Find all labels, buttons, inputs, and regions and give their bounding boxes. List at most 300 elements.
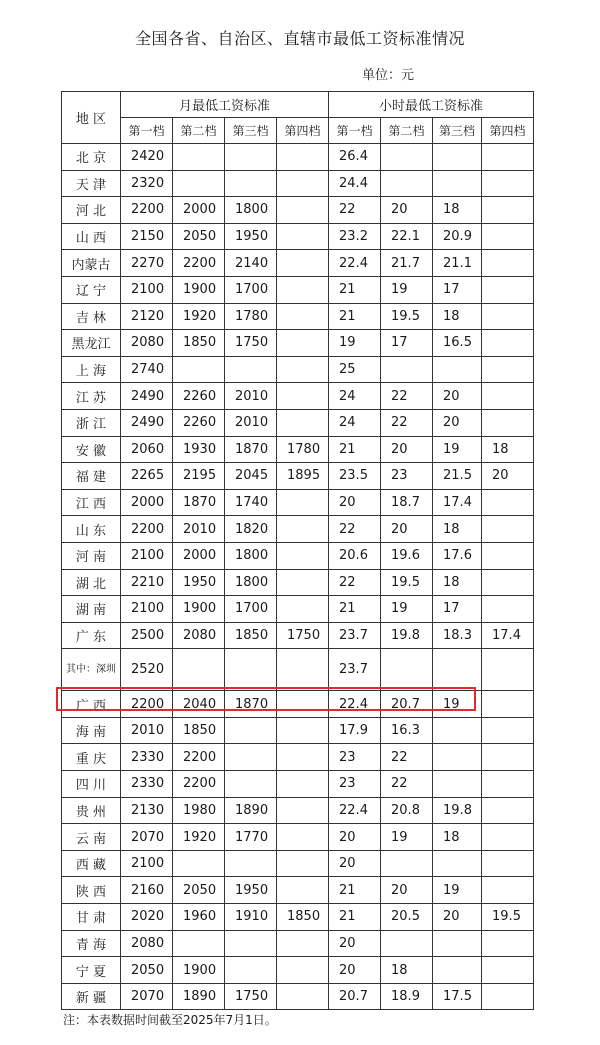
monthly-tier-2-cell: 1960: [173, 904, 225, 931]
hourly-tier-1-cell: 22.4: [329, 691, 381, 718]
table-row: [62, 144, 534, 171]
region-name: 辽 宁: [75, 284, 107, 300]
monthly-tier-4-cell: [277, 717, 329, 744]
monthly-tier-1-cell: 2050: [121, 957, 173, 984]
hourly-tier-3-cell: [433, 930, 482, 957]
region-name: 贵 州: [75, 804, 107, 820]
table-row: [62, 409, 534, 436]
monthly-tier-3-cell: 1950: [225, 877, 277, 904]
region-name: 黑龙江: [71, 337, 111, 353]
monthly-tier-4-cell: [277, 569, 329, 596]
hourly-tier-1-cell: 24.4: [329, 170, 381, 197]
monthly-tier-3-cell: [225, 717, 277, 744]
monthly-tier-3-cell: 1770: [225, 824, 277, 851]
hourly-tier-4-cell: [482, 276, 534, 303]
monthly-tier-4-cell: [277, 824, 329, 851]
monthly-tier-3-cell: 1800: [225, 197, 277, 224]
hourly-tier-4-cell: [482, 649, 534, 691]
monthly-tier-2-cell: 1920: [173, 824, 225, 851]
hourly-tier-3-cell: [433, 649, 482, 691]
table-row: [62, 622, 534, 649]
monthly-tier-1-cell: 2210: [121, 569, 173, 596]
hourly-tier-2-cell: 19.6: [381, 542, 433, 569]
region-name: 重 庆: [75, 751, 107, 767]
hourly-tier-1-cell: 20: [329, 824, 381, 851]
region-cell: [62, 596, 121, 623]
hourly-tier-1-cell: 19: [329, 330, 381, 357]
monthly-tier-1-cell: 2100: [121, 850, 173, 877]
monthly-tier-4-cell: [277, 489, 329, 516]
hourly-tier-3-cell: 17.4: [433, 489, 482, 516]
hourly-tier-4-cell: [482, 330, 534, 357]
hourly-tier-4-cell: [482, 771, 534, 798]
hourly-tier-1-cell: 23.2: [329, 223, 381, 250]
region-cell: [62, 771, 121, 798]
hourly-tier-4-cell: [482, 197, 534, 224]
hourly-tier-1-cell: 25: [329, 356, 381, 383]
monthly-header: 月最低工资标准: [121, 92, 329, 118]
table-row: [62, 197, 534, 224]
region-name: 甘 肃: [75, 911, 107, 927]
region-cell: [62, 463, 121, 490]
monthly-tier-3-cell: [225, 356, 277, 383]
monthly-tier-1-cell: 2130: [121, 797, 173, 824]
hourly-tier-3-cell: 21.5: [433, 463, 482, 490]
region-cell: [62, 409, 121, 436]
hourly-tier-3-cell: [433, 771, 482, 798]
monthly-tier-4-cell: [277, 877, 329, 904]
region-cell: [62, 303, 121, 330]
monthly-tier-3-cell: 1700: [225, 596, 277, 623]
hourly-tier-1-cell: 23.7: [329, 649, 381, 691]
table-row: [62, 542, 534, 569]
monthly-tier-4-cell: [277, 356, 329, 383]
monthly-tier-2-cell: [173, 170, 225, 197]
monthly-tier-1-cell: 2265: [121, 463, 173, 490]
region-name: 上 海: [75, 364, 107, 380]
table-row: [62, 330, 534, 357]
monthly-tier-1-cell: 2100: [121, 596, 173, 623]
monthly-tier-2-header: 第二档: [173, 118, 225, 144]
table-row: [62, 223, 534, 250]
monthly-tier-4-cell: [277, 383, 329, 410]
table-row: [62, 436, 534, 463]
hourly-tier-4-cell: [482, 489, 534, 516]
table-row: [62, 489, 534, 516]
hourly-tier-2-cell: 21.7: [381, 250, 433, 277]
monthly-tier-3-cell: 2010: [225, 409, 277, 436]
hourly-tier-3-cell: 17.5: [433, 983, 482, 1010]
hourly-tier-1-cell: 23: [329, 744, 381, 771]
monthly-tier-1-cell: 2520: [121, 649, 173, 691]
hourly-tier-1-header: 第一档: [329, 118, 381, 144]
monthly-tier-2-cell: 2050: [173, 223, 225, 250]
monthly-tier-1-cell: 2500: [121, 622, 173, 649]
region-cell: [62, 276, 121, 303]
hourly-tier-2-cell: 16.3: [381, 717, 433, 744]
region-name: 云 南: [75, 831, 107, 847]
hourly-tier-1-cell: 22.4: [329, 250, 381, 277]
hourly-tier-4-cell: [482, 983, 534, 1010]
monthly-tier-2-cell: [173, 930, 225, 957]
region-cell: [62, 569, 121, 596]
table-row: [62, 356, 534, 383]
hourly-tier-3-cell: [433, 744, 482, 771]
monthly-tier-2-cell: 2260: [173, 383, 225, 410]
monthly-tier-3-cell: 1750: [225, 983, 277, 1010]
monthly-tier-1-cell: 2080: [121, 330, 173, 357]
hourly-tier-4-cell: [482, 850, 534, 877]
monthly-tier-3-cell: 1800: [225, 569, 277, 596]
hourly-tier-4-cell: [482, 516, 534, 543]
region-name: 浙 江: [75, 417, 107, 433]
page-title: 全国各省、自治区、直辖市最低工资标准情况: [134, 29, 465, 48]
region-cell: [62, 983, 121, 1010]
monthly-tier-4-cell: [277, 691, 329, 718]
region-cell: [62, 957, 121, 984]
hourly-tier-1-cell: 24: [329, 409, 381, 436]
hourly-tier-1-cell: 23.7: [329, 622, 381, 649]
hourly-tier-2-header: 第二档: [381, 118, 433, 144]
hourly-tier-3-cell: 19: [433, 877, 482, 904]
monthly-tier-4-cell: [277, 223, 329, 250]
hourly-tier-4-cell: [482, 250, 534, 277]
monthly-tier-4-cell: [277, 983, 329, 1010]
hourly-tier-2-cell: 19.5: [381, 569, 433, 596]
hourly-tier-4-cell: 18: [482, 436, 534, 463]
hourly-tier-1-cell: 24: [329, 383, 381, 410]
region-cell: [62, 383, 121, 410]
hourly-tier-4-cell: 19.5: [482, 904, 534, 931]
hourly-tier-2-cell: 22: [381, 409, 433, 436]
hourly-tier-2-cell: 22.1: [381, 223, 433, 250]
hourly-tier-4-cell: [482, 877, 534, 904]
hourly-tier-4-cell: [482, 303, 534, 330]
monthly-tier-2-cell: 2260: [173, 409, 225, 436]
region-name: 新 疆: [75, 991, 107, 1007]
hourly-tier-3-cell: 17: [433, 276, 482, 303]
monthly-tier-1-cell: 2080: [121, 930, 173, 957]
monthly-tier-4-cell: [277, 542, 329, 569]
hourly-tier-3-cell: 20: [433, 409, 482, 436]
monthly-tier-4-cell: [277, 144, 329, 171]
monthly-tier-1-cell: 2010: [121, 717, 173, 744]
unit-label: 单位：元: [362, 68, 415, 83]
monthly-tier-3-cell: 1780: [225, 303, 277, 330]
region-cell: [62, 824, 121, 851]
hourly-tier-2-cell: 18: [381, 957, 433, 984]
table-row: [62, 904, 534, 931]
hourly-tier-4-cell: [482, 409, 534, 436]
monthly-tier-4-cell: [277, 170, 329, 197]
region-cell: [62, 850, 121, 877]
table-row: [62, 516, 534, 543]
region-cell: [62, 649, 121, 691]
region-cell: [62, 330, 121, 357]
table-row: [62, 983, 534, 1010]
monthly-tier-1-cell: 2070: [121, 983, 173, 1010]
hourly-tier-1-cell: 22: [329, 569, 381, 596]
region-cell: [62, 170, 121, 197]
monthly-tier-3-cell: 1870: [225, 691, 277, 718]
hourly-tier-4-header: 第四档: [482, 118, 534, 144]
region-name: 北 京: [75, 151, 107, 167]
region-name: 其中：深圳: [66, 663, 116, 675]
hourly-tier-1-cell: 26.4: [329, 144, 381, 171]
monthly-tier-2-cell: 2200: [173, 250, 225, 277]
monthly-tier-2-cell: 1950: [173, 569, 225, 596]
monthly-tier-3-cell: [225, 850, 277, 877]
hourly-tier-1-cell: 20.6: [329, 542, 381, 569]
hourly-tier-3-cell: [433, 144, 482, 171]
hourly-tier-3-cell: 18.3: [433, 622, 482, 649]
monthly-tier-2-cell: 2000: [173, 542, 225, 569]
hourly-tier-2-cell: [381, 930, 433, 957]
table-row: [62, 250, 534, 277]
hourly-tier-2-cell: [381, 649, 433, 691]
monthly-tier-4-cell: 1895: [277, 463, 329, 490]
monthly-tier-1-cell: 2070: [121, 824, 173, 851]
hourly-tier-3-cell: [433, 170, 482, 197]
region-name: 江 西: [75, 497, 107, 513]
region-cell: [62, 542, 121, 569]
hourly-tier-1-cell: 22: [329, 197, 381, 224]
monthly-tier-4-cell: [277, 250, 329, 277]
monthly-tier-2-cell: 1900: [173, 957, 225, 984]
region-cell: [62, 144, 121, 171]
hourly-tier-2-cell: 20: [381, 877, 433, 904]
hourly-tier-2-cell: 22: [381, 383, 433, 410]
region-cell: [62, 691, 121, 718]
monthly-tier-4-cell: [277, 409, 329, 436]
hourly-tier-2-cell: 19.5: [381, 303, 433, 330]
hourly-tier-3-cell: 17: [433, 596, 482, 623]
hourly-tier-4-cell: [482, 824, 534, 851]
hourly-tier-3-cell: 18: [433, 569, 482, 596]
table-row: [62, 957, 534, 984]
hourly-tier-1-cell: 17.9: [329, 717, 381, 744]
hourly-tier-3-cell: 20: [433, 383, 482, 410]
hourly-tier-3-cell: 18: [433, 303, 482, 330]
region-name: 广 西: [75, 698, 107, 714]
region-name: 西 藏: [75, 858, 107, 874]
region-name: 四 川: [75, 778, 107, 794]
monthly-tier-3-cell: [225, 649, 277, 691]
monthly-tier-1-header: 第一档: [121, 118, 173, 144]
table-row: [62, 649, 534, 691]
minimum-wage-table: [61, 91, 534, 1010]
monthly-tier-3-cell: 1750: [225, 330, 277, 357]
hourly-tier-3-cell: 19: [433, 691, 482, 718]
hourly-tier-4-cell: [482, 930, 534, 957]
hourly-tier-4-cell: [482, 223, 534, 250]
hourly-tier-2-cell: 19: [381, 276, 433, 303]
region-name: 河 北: [75, 204, 107, 220]
monthly-tier-1-cell: 2200: [121, 516, 173, 543]
region-name: 陕 西: [75, 884, 107, 900]
monthly-tier-3-cell: 1820: [225, 516, 277, 543]
hourly-tier-4-cell: [482, 170, 534, 197]
monthly-tier-4-cell: 1850: [277, 904, 329, 931]
monthly-tier-1-cell: 2000: [121, 489, 173, 516]
hourly-tier-3-cell: [433, 957, 482, 984]
monthly-tier-2-cell: [173, 850, 225, 877]
hourly-tier-2-cell: [381, 144, 433, 171]
hourly-header: 小时最低工资标准: [329, 92, 534, 118]
monthly-tier-3-cell: 1800: [225, 542, 277, 569]
hourly-tier-1-cell: 21: [329, 596, 381, 623]
hourly-tier-3-cell: 21.1: [433, 250, 482, 277]
table-row: [62, 744, 534, 771]
hourly-tier-4-cell: 17.4: [482, 622, 534, 649]
region-cell: [62, 904, 121, 931]
hourly-tier-4-cell: [482, 717, 534, 744]
table-row: [62, 596, 534, 623]
monthly-tier-1-cell: 2490: [121, 409, 173, 436]
monthly-tier-4-cell: 1780: [277, 436, 329, 463]
region-header: 地 区: [62, 92, 121, 144]
monthly-tier-3-cell: [225, 957, 277, 984]
monthly-tier-2-cell: 2200: [173, 744, 225, 771]
hourly-tier-2-cell: 20.8: [381, 797, 433, 824]
table-row: [62, 771, 534, 798]
monthly-tier-3-cell: 2045: [225, 463, 277, 490]
footnote: 注：本表数据时间截至2025年7月1日。: [63, 1013, 277, 1027]
table-row: [62, 463, 534, 490]
hourly-tier-2-cell: 20.7: [381, 691, 433, 718]
monthly-tier-3-cell: 2010: [225, 383, 277, 410]
monthly-tier-2-cell: 1920: [173, 303, 225, 330]
table-row: [62, 303, 534, 330]
hourly-tier-2-cell: 22: [381, 771, 433, 798]
hourly-tier-2-cell: 18.9: [381, 983, 433, 1010]
monthly-tier-1-cell: 2200: [121, 197, 173, 224]
table-row-highlighted: [62, 691, 534, 718]
region-name: 山 西: [75, 231, 107, 247]
monthly-tier-4-cell: [277, 850, 329, 877]
monthly-tier-1-cell: 2060: [121, 436, 173, 463]
hourly-tier-3-cell: 18: [433, 824, 482, 851]
table-row: [62, 877, 534, 904]
hourly-tier-3-cell: 18: [433, 197, 482, 224]
region-cell: [62, 744, 121, 771]
monthly-tier-3-cell: 1910: [225, 904, 277, 931]
region-cell: [62, 436, 121, 463]
hourly-tier-3-cell: 20.9: [433, 223, 482, 250]
hourly-tier-4-cell: [482, 744, 534, 771]
monthly-tier-3-cell: [225, 170, 277, 197]
monthly-tier-2-cell: 2040: [173, 691, 225, 718]
hourly-tier-2-cell: [381, 170, 433, 197]
monthly-tier-4-cell: [277, 930, 329, 957]
monthly-tier-2-cell: 2050: [173, 877, 225, 904]
region-name: 吉 林: [75, 310, 107, 326]
monthly-tier-2-cell: [173, 144, 225, 171]
region-cell: [62, 356, 121, 383]
monthly-tier-2-cell: 2080: [173, 622, 225, 649]
monthly-tier-3-cell: 1870: [225, 436, 277, 463]
region-name: 江 苏: [75, 390, 107, 406]
region-name: 广 东: [75, 629, 107, 645]
hourly-tier-1-cell: 21: [329, 303, 381, 330]
hourly-tier-1-cell: 22: [329, 516, 381, 543]
hourly-tier-2-cell: 20: [381, 197, 433, 224]
monthly-tier-1-cell: 2020: [121, 904, 173, 931]
monthly-tier-1-cell: 2330: [121, 744, 173, 771]
monthly-tier-2-cell: 1900: [173, 596, 225, 623]
monthly-tier-4-cell: [277, 596, 329, 623]
region-cell: [62, 223, 121, 250]
hourly-tier-1-cell: 21: [329, 877, 381, 904]
hourly-tier-4-cell: [482, 356, 534, 383]
hourly-tier-4-cell: [482, 542, 534, 569]
hourly-tier-4-cell: 20: [482, 463, 534, 490]
monthly-tier-2-cell: [173, 356, 225, 383]
monthly-tier-1-cell: 2100: [121, 276, 173, 303]
hourly-tier-4-cell: [482, 797, 534, 824]
monthly-tier-2-cell: 2010: [173, 516, 225, 543]
table-row: [62, 930, 534, 957]
hourly-tier-4-cell: [482, 596, 534, 623]
region-cell: [62, 797, 121, 824]
hourly-tier-3-cell: 20: [433, 904, 482, 931]
hourly-tier-4-cell: [482, 957, 534, 984]
monthly-tier-4-cell: [277, 649, 329, 691]
region-name: 天 津: [75, 177, 107, 193]
monthly-tier-4-cell: 1750: [277, 622, 329, 649]
table-row: [62, 850, 534, 877]
table-row: [62, 824, 534, 851]
monthly-tier-3-cell: 1740: [225, 489, 277, 516]
hourly-tier-3-cell: 16.5: [433, 330, 482, 357]
monthly-tier-3-cell: [225, 144, 277, 171]
monthly-tier-4-cell: [277, 771, 329, 798]
monthly-tier-4-cell: [277, 330, 329, 357]
monthly-tier-1-cell: 2330: [121, 771, 173, 798]
region-name: 湖 北: [75, 576, 107, 592]
region-name: 内蒙古: [71, 257, 111, 273]
hourly-tier-2-cell: 23: [381, 463, 433, 490]
hourly-tier-3-cell: 19: [433, 436, 482, 463]
region-name: 青 海: [75, 937, 107, 953]
monthly-tier-1-cell: 2160: [121, 877, 173, 904]
hourly-tier-3-cell: 18: [433, 516, 482, 543]
monthly-tier-3-header: 第三档: [225, 118, 277, 144]
hourly-tier-1-cell: 23: [329, 771, 381, 798]
hourly-tier-3-cell: [433, 850, 482, 877]
hourly-tier-1-cell: 22.4: [329, 797, 381, 824]
hourly-tier-1-cell: 21: [329, 276, 381, 303]
hourly-tier-1-cell: 20.7: [329, 983, 381, 1010]
monthly-tier-1-cell: 2270: [121, 250, 173, 277]
monthly-tier-2-cell: 1930: [173, 436, 225, 463]
region-name: 山 东: [75, 523, 107, 539]
monthly-tier-3-cell: [225, 930, 277, 957]
hourly-tier-3-cell: 17.6: [433, 542, 482, 569]
table-row: [62, 170, 534, 197]
hourly-tier-3-cell: 19.8: [433, 797, 482, 824]
monthly-tier-3-cell: [225, 744, 277, 771]
monthly-tier-2-cell: 2200: [173, 771, 225, 798]
table-row: [62, 276, 534, 303]
monthly-tier-2-cell: 1850: [173, 717, 225, 744]
monthly-tier-4-cell: [277, 303, 329, 330]
monthly-tier-3-cell: 1850: [225, 622, 277, 649]
monthly-tier-4-cell: [277, 957, 329, 984]
hourly-tier-1-cell: 20: [329, 930, 381, 957]
hourly-tier-4-cell: [482, 144, 534, 171]
hourly-tier-4-cell: [482, 383, 534, 410]
